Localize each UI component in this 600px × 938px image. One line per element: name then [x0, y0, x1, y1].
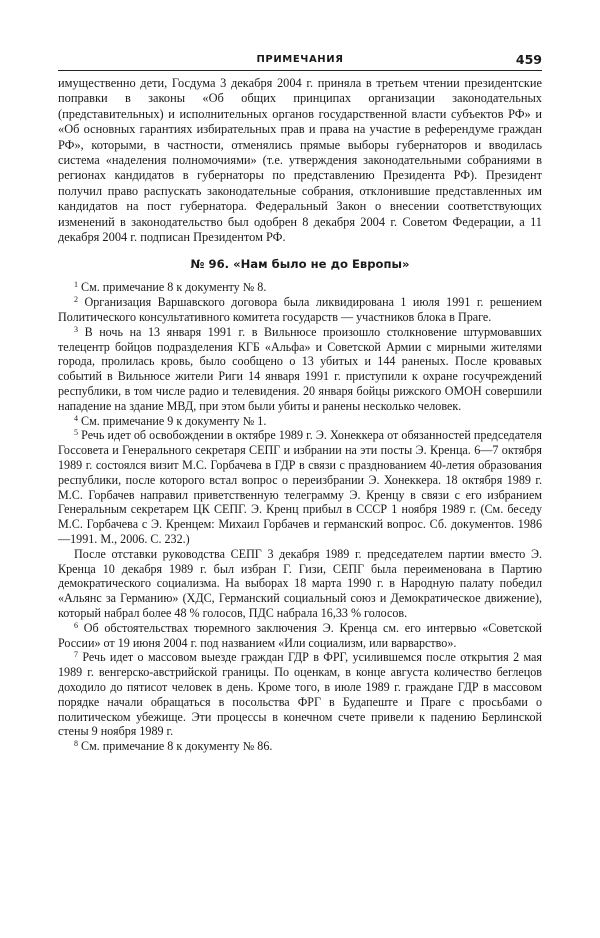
note-6	[58, 621, 542, 651]
note-text: См. примечание 8 к документу № 8.	[81, 280, 267, 295]
note-mark: 3	[74, 324, 78, 334]
note-8	[58, 739, 542, 754]
note-text: См. примечание 8 к документу № 86.	[81, 739, 273, 754]
note-text: Организация Варшавского договора была ликвидирована 1 июля 1991 г. решением Политического консультативного комитета государств — участников блока в Праге.	[58, 295, 542, 325]
note-text: Речь идет об освобождении в октябре 1989 г. Э. Хонеккера от обязанностей председателя Госсовета и Генерального секретаря СЕПГ и избрании на эти посты Э. Кренца. 6—7 октября 1989 г. состоялся визит М.С. Горбачева в ГДР в связи с празднованием 40-летия образования республики, после которого встал вопрос о переизбрании Э. Хонеккера. 18 октября 1989 г. М.С. Горбачев направил приветственную телеграмму Э. Кренцу в связи с его избранием Генеральным секретарем ЦК СЕПГ. Э. Кренц прибыл в СССР 1 ноября 1989 г. (См. беседу М.С. Горбачева с Э. Кренцем: Михаил Горбачев и германский вопрос. Сб. документов. 1986—1991. М., 2006. С. 232.)	[58, 428, 542, 547]
running-title: ПРИМЕЧАНИЯ	[256, 54, 344, 65]
note-text: В ночь на 13 января 1991 г. в Вильнюсе произошло столкновение штурмовавших телецентр бойцов подразделения КГБ «Альфа» и Советской Армии с мирными жителями города, пролилась кровь, было сообщено о 13 убитых и 144 раненых. После кровавых событий в Вильнюсе жители Риги 14 января 1991 г. приступили к охране госучреждений республики, в том числе радио и телевидения. 20 января бойцы рижского ОМОН совершили нападение на здание МВД, при этом были убиты и ранены несколько человек.	[58, 324, 542, 413]
note-text: После отставки руководства СЕПГ 3 декабря 1989 г. председателем партии вместо Э. Кренца 10 декабря 1989 г. был избран Г. Гизи, СЕПГ была переименована в Партию демократического социализма. На выборах 18 марта 1990 г. в Народную палату победил «Альянс за Германию» (ХДС, Германский социальный союз и Демократическое движение), который набрал более 48 % голосов, ПДС набрала 16,33 % голосов.	[58, 546, 542, 620]
note-text: Об обстоятельствах тюремного заключения Э. Кренца см. его интервью «Советской России» от 19 июня 2004 г. под названием «Или социализм, или варварство».	[58, 620, 542, 650]
page-number: 459	[515, 52, 542, 67]
note-mark: 4	[74, 413, 78, 423]
note-mark: 2	[74, 295, 78, 305]
section-title: № 96. «Нам было не до Европы»	[190, 257, 410, 272]
note-7	[58, 650, 542, 739]
note-text: См. примечание 9 к документу № 1.	[81, 413, 267, 428]
note-mark: 1	[74, 280, 78, 290]
notes-list	[58, 280, 542, 754]
note-5	[58, 428, 542, 546]
note-5-continued	[58, 547, 542, 621]
note-mark: 7	[74, 650, 78, 660]
running-header	[58, 52, 542, 71]
note-2	[58, 295, 542, 325]
note-1	[58, 280, 542, 295]
note-3	[58, 325, 542, 414]
note-mark: 5	[74, 428, 78, 438]
note-text: Речь идет о массовом выезде граждан ГДР в ФРГ, усилившемся после открытия 2 мая 1989 г. венгерско-австрийской границы. По оценкам, в конце августа количество беглецов доходило до пятисот человек в день. Кроме того, в июле 1989 г. граждане ГДР в массовом порядке начали обращаться в посольства ФРГ в Будапеште и Праге с просьбами о политическом убежище. Эти процессы в конечном счете привели к падению Берлинской стены 9 ноября 1989 г.	[58, 650, 542, 739]
note-4	[58, 414, 542, 429]
intro-paragraph: имущественно дети, Госдума 3 декабря 2004 г. приняла в третьем чтении президентские поправки в законы «Об общих принципах организации законодательных (представительных) и исполнительных органов государственной власти субъектов РФ» и «Об основных гарантиях избирательных прав и права на участие в референдуме граждан РФ», которыми, в частности, отменялись прямые выборы губернаторов и вводилась система «наделения полномочиями» (т.е. утверждения законодательными собраниями в регионах кандидатов в губернаторы по представлению Президента РФ). Президент получил право распускать законодательные собрания, отклонившие представленных им кандидатов на пост губернатора. Федеральный Закон о внесении соответствующих изменений в законодательство был одобрен 8 декабря 2004 г. Советом Федерации, а 11 декабря 2004 г. подписан Президентом РФ.	[58, 76, 542, 245]
note-mark: 8	[74, 739, 78, 749]
note-mark: 6	[74, 620, 78, 630]
page-content	[58, 76, 542, 754]
